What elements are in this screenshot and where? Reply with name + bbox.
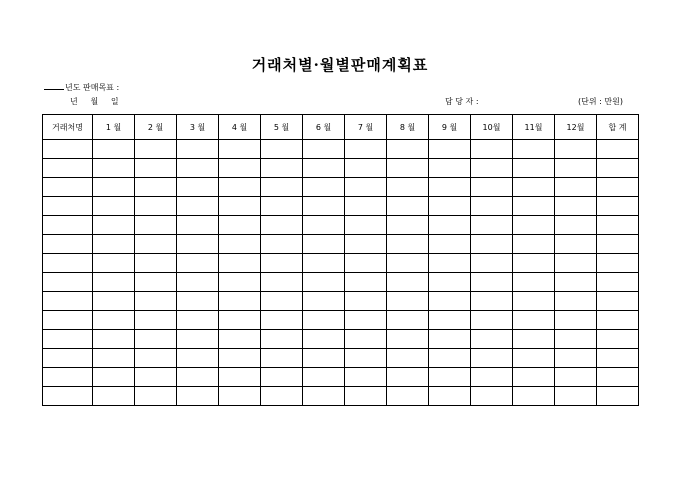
table-cell xyxy=(93,235,135,254)
table-cell xyxy=(345,368,387,387)
table-cell xyxy=(219,387,261,406)
table-cell xyxy=(261,197,303,216)
table-cell xyxy=(177,235,219,254)
table-body xyxy=(43,140,639,406)
table-cell xyxy=(135,254,177,273)
table-cell xyxy=(219,349,261,368)
table-cell xyxy=(597,178,639,197)
table-cell xyxy=(429,349,471,368)
table-row xyxy=(43,368,639,387)
table-cell xyxy=(135,178,177,197)
table-cell xyxy=(429,216,471,235)
table-cell xyxy=(93,178,135,197)
table-cell xyxy=(597,368,639,387)
table-cell xyxy=(177,387,219,406)
table-cell xyxy=(219,368,261,387)
table-cell xyxy=(471,140,513,159)
table-cell xyxy=(555,216,597,235)
table-cell xyxy=(555,311,597,330)
table-cell xyxy=(93,349,135,368)
table-cell xyxy=(345,311,387,330)
table-cell xyxy=(261,235,303,254)
table-cell xyxy=(429,368,471,387)
table-cell xyxy=(261,273,303,292)
table-cell xyxy=(387,292,429,311)
table-cell xyxy=(43,349,93,368)
table-cell xyxy=(261,178,303,197)
table-cell xyxy=(429,159,471,178)
table-cell xyxy=(345,273,387,292)
table-cell xyxy=(513,235,555,254)
table-cell xyxy=(43,273,93,292)
table-cell xyxy=(219,159,261,178)
table-cell xyxy=(513,330,555,349)
table-cell xyxy=(513,368,555,387)
col-month-3: 3 월 xyxy=(177,115,219,140)
table-cell xyxy=(177,197,219,216)
table-cell xyxy=(219,235,261,254)
table-cell xyxy=(43,235,93,254)
col-total: 합 계 xyxy=(597,115,639,140)
col-month-8: 8 월 xyxy=(387,115,429,140)
table-row xyxy=(43,387,639,406)
table-cell xyxy=(555,387,597,406)
table-cell xyxy=(93,330,135,349)
table-cell xyxy=(261,387,303,406)
header-row xyxy=(43,115,639,140)
table-cell xyxy=(345,387,387,406)
col-month-11: 11월 xyxy=(513,115,555,140)
table-cell xyxy=(135,197,177,216)
table-cell xyxy=(387,349,429,368)
table-cell xyxy=(429,330,471,349)
sales-target-line xyxy=(44,82,119,93)
table-cell xyxy=(219,216,261,235)
table-cell xyxy=(597,254,639,273)
table-cell xyxy=(513,349,555,368)
table-cell xyxy=(177,159,219,178)
table-cell xyxy=(345,216,387,235)
table-cell xyxy=(303,159,345,178)
table-cell xyxy=(43,197,93,216)
table-cell xyxy=(597,311,639,330)
table-cell xyxy=(93,387,135,406)
table-cell xyxy=(261,216,303,235)
table-cell xyxy=(177,216,219,235)
table-cell xyxy=(513,216,555,235)
table-cell xyxy=(387,330,429,349)
table-cell xyxy=(513,273,555,292)
table-cell xyxy=(177,254,219,273)
table-cell xyxy=(471,292,513,311)
table-cell xyxy=(555,330,597,349)
table-cell xyxy=(261,159,303,178)
table-cell xyxy=(555,292,597,311)
table-cell xyxy=(135,311,177,330)
table-cell xyxy=(429,273,471,292)
col-month-4: 4 월 xyxy=(219,115,261,140)
col-month-7: 7 월 xyxy=(345,115,387,140)
table-cell xyxy=(219,254,261,273)
table-cell xyxy=(471,216,513,235)
table-cell xyxy=(471,159,513,178)
table-cell xyxy=(555,159,597,178)
table-row xyxy=(43,235,639,254)
table-cell xyxy=(513,178,555,197)
table-cell xyxy=(93,368,135,387)
table-cell xyxy=(387,216,429,235)
table-cell xyxy=(303,349,345,368)
table-cell xyxy=(303,292,345,311)
table-cell xyxy=(345,159,387,178)
table-cell xyxy=(513,254,555,273)
table-cell xyxy=(303,311,345,330)
year-blank xyxy=(44,83,64,90)
table-cell xyxy=(345,197,387,216)
table-row xyxy=(43,273,639,292)
table-cell xyxy=(471,349,513,368)
col-month-9: 9 월 xyxy=(429,115,471,140)
table-cell xyxy=(471,235,513,254)
table-cell xyxy=(513,140,555,159)
table-cell xyxy=(93,216,135,235)
table-row xyxy=(43,140,639,159)
table-cell xyxy=(555,349,597,368)
table-cell xyxy=(135,368,177,387)
table-row xyxy=(43,349,639,368)
table-cell xyxy=(597,273,639,292)
table-cell xyxy=(261,292,303,311)
table-cell xyxy=(219,178,261,197)
table-cell xyxy=(177,311,219,330)
table-cell xyxy=(177,292,219,311)
table-cell xyxy=(135,235,177,254)
table-cell xyxy=(429,311,471,330)
table-cell xyxy=(597,349,639,368)
date-label: 년 월 일 xyxy=(70,97,119,106)
table-cell xyxy=(93,273,135,292)
table-row xyxy=(43,197,639,216)
table-cell xyxy=(177,349,219,368)
table-cell xyxy=(177,140,219,159)
table-cell xyxy=(261,311,303,330)
table-cell xyxy=(513,197,555,216)
table-cell xyxy=(303,197,345,216)
table-cell xyxy=(135,292,177,311)
table-cell xyxy=(261,349,303,368)
table-cell xyxy=(597,140,639,159)
table-cell xyxy=(471,178,513,197)
table-cell xyxy=(43,140,93,159)
table-cell xyxy=(93,197,135,216)
table-cell xyxy=(43,216,93,235)
table-cell xyxy=(387,178,429,197)
table-cell xyxy=(135,273,177,292)
table-cell xyxy=(345,349,387,368)
table-cell xyxy=(471,387,513,406)
table-cell xyxy=(345,292,387,311)
table-cell xyxy=(43,330,93,349)
table-row xyxy=(43,254,639,273)
table-cell xyxy=(555,368,597,387)
table-cell xyxy=(135,330,177,349)
col-client-name: 거래처명 xyxy=(43,115,93,140)
table-cell xyxy=(303,216,345,235)
table-cell xyxy=(555,254,597,273)
col-month-5: 5 월 xyxy=(261,115,303,140)
table-cell xyxy=(43,254,93,273)
table-cell xyxy=(597,235,639,254)
table-cell xyxy=(513,387,555,406)
table-cell xyxy=(177,330,219,349)
table-cell xyxy=(303,178,345,197)
table-cell xyxy=(471,368,513,387)
manager-label: 담 당 자 : xyxy=(445,97,479,106)
table-cell xyxy=(597,216,639,235)
table-cell xyxy=(303,273,345,292)
table-cell xyxy=(429,197,471,216)
table-row xyxy=(43,216,639,235)
table-cell xyxy=(387,273,429,292)
table-cell xyxy=(555,273,597,292)
table-cell xyxy=(93,292,135,311)
table-cell xyxy=(513,292,555,311)
table-cell xyxy=(387,197,429,216)
table-cell xyxy=(387,235,429,254)
table-cell xyxy=(597,330,639,349)
table-cell xyxy=(597,387,639,406)
col-month-12: 12월 xyxy=(555,115,597,140)
table-cell xyxy=(43,292,93,311)
table-cell xyxy=(513,159,555,178)
table-cell xyxy=(93,311,135,330)
col-month-6: 6 월 xyxy=(303,115,345,140)
table-cell xyxy=(93,140,135,159)
table-cell xyxy=(135,349,177,368)
table-cell xyxy=(345,254,387,273)
table-row xyxy=(43,178,639,197)
col-month-1: 1 월 xyxy=(93,115,135,140)
table-cell xyxy=(135,387,177,406)
table-cell xyxy=(303,254,345,273)
table-cell xyxy=(303,330,345,349)
table-cell xyxy=(219,197,261,216)
table-cell xyxy=(345,235,387,254)
table-cell xyxy=(219,330,261,349)
table-cell xyxy=(555,140,597,159)
table-cell xyxy=(429,140,471,159)
table-cell xyxy=(135,159,177,178)
table-cell xyxy=(429,292,471,311)
table-cell xyxy=(303,387,345,406)
table-cell xyxy=(177,368,219,387)
table-cell xyxy=(345,330,387,349)
table-cell xyxy=(387,254,429,273)
table-cell xyxy=(135,216,177,235)
table-cell xyxy=(219,292,261,311)
table-cell xyxy=(303,140,345,159)
table-cell xyxy=(555,197,597,216)
table-cell xyxy=(219,273,261,292)
table-cell xyxy=(43,159,93,178)
table-cell xyxy=(597,159,639,178)
sales-plan-table xyxy=(42,114,639,406)
table-cell xyxy=(43,178,93,197)
table-row xyxy=(43,159,639,178)
table-cell xyxy=(93,159,135,178)
table-cell xyxy=(387,159,429,178)
table-row xyxy=(43,292,639,311)
col-month-10: 10월 xyxy=(471,115,513,140)
table-cell xyxy=(429,178,471,197)
table-cell xyxy=(261,368,303,387)
table-cell xyxy=(597,197,639,216)
table-cell xyxy=(177,178,219,197)
table-cell xyxy=(555,235,597,254)
table-cell xyxy=(471,273,513,292)
table-cell xyxy=(429,387,471,406)
table-cell xyxy=(303,368,345,387)
table-cell xyxy=(387,311,429,330)
table-cell xyxy=(261,330,303,349)
table-cell xyxy=(93,254,135,273)
page-title: 거래처별·월별판매계획표 xyxy=(251,56,429,74)
table-cell xyxy=(387,387,429,406)
table-cell xyxy=(261,254,303,273)
table-cell xyxy=(345,178,387,197)
table-row xyxy=(43,311,639,330)
table-cell xyxy=(219,311,261,330)
table-cell xyxy=(597,292,639,311)
table-cell xyxy=(471,197,513,216)
sales-target-label: 년도 판매목표 : xyxy=(65,83,120,92)
table-cell xyxy=(43,311,93,330)
table-cell xyxy=(429,254,471,273)
table-row xyxy=(43,330,639,349)
unit-label: (단위 : 만원) xyxy=(578,97,623,106)
table-cell xyxy=(387,140,429,159)
table-cell xyxy=(513,311,555,330)
table-cell xyxy=(261,140,303,159)
table-cell xyxy=(471,254,513,273)
table-cell xyxy=(135,140,177,159)
table-cell xyxy=(43,387,93,406)
col-month-2: 2 월 xyxy=(135,115,177,140)
table-cell xyxy=(303,235,345,254)
table-cell xyxy=(177,273,219,292)
table-cell xyxy=(429,235,471,254)
table-cell xyxy=(471,311,513,330)
table-cell xyxy=(387,368,429,387)
table-cell xyxy=(345,140,387,159)
table-cell xyxy=(471,330,513,349)
table-cell xyxy=(43,368,93,387)
table-cell xyxy=(555,178,597,197)
table-cell xyxy=(219,140,261,159)
